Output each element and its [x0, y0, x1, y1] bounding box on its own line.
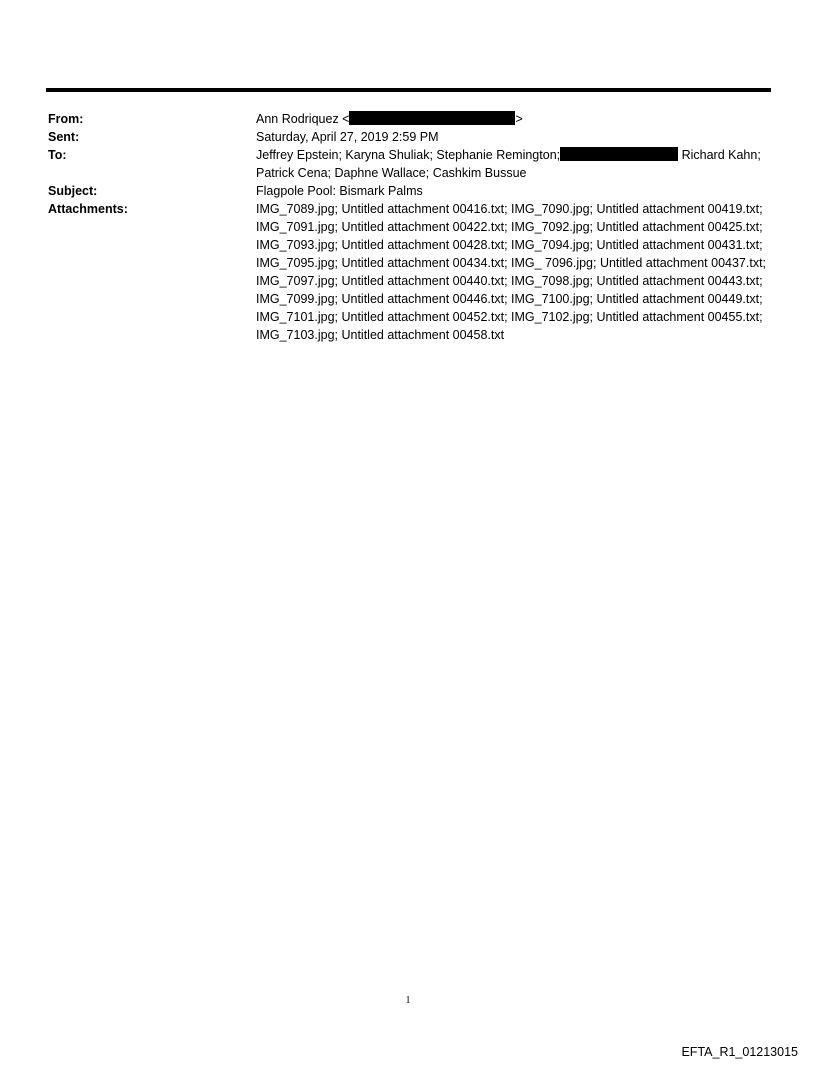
attachments-value: IMG_7089.jpg; Untitled attachment 00416.txt; IMG_7090.jpg; Untitled attachment 00419.txt; IMG_7091.jpg; Untitled attachment 00422.txt; IMG_7092.jpg; Untitled attachment 00425.txt; IMG_7093.jpg; Untitled attachment 00428.txt; IMG_7094.jpg; Untitled attachment 00431.txt; IMG_7095.jpg; Untitled attachment 00434.txt; IMG_ 7096.jpg; Untitled attachment 00437.txt; IMG_7097.jpg; Untitled attachment 00440.txt; IMG_7098.jpg; Untitled attachment 00443.txt; IMG_7099.jpg; Untitled attachment 00446.txt; IMG_7100.jpg; Untitled attachment 00449.txt; IMG_7101.jpg; Untitled attachment 00452.txt; IMG_7102.jpg; Untitled attachment 00455.txt; IMG_7103.jpg; Untitled attachment 00458.txt	[256, 202, 767, 342]
sent-value: Saturday, April 27, 2019 2:59 PM	[256, 130, 439, 144]
redaction-box	[560, 147, 678, 161]
to-recipients-1: Jeffrey Epstein; Karyna Shuliak; Stephanie Remington;	[256, 148, 561, 162]
to-value	[256, 146, 771, 182]
from-value	[256, 110, 771, 128]
attachments-row	[48, 200, 773, 344]
from-name: Ann Rodriquez <	[256, 112, 350, 126]
subject-label: Subject:	[48, 184, 98, 198]
from-row	[48, 110, 773, 128]
page-number: 1	[405, 995, 411, 1006]
email-header	[48, 110, 773, 344]
redaction-box	[349, 111, 515, 125]
from-label: From:	[48, 112, 84, 126]
sent-row	[48, 128, 773, 146]
to-row	[48, 146, 773, 182]
header-rule	[46, 88, 771, 92]
document-id: EFTA_R1_01213015	[681, 1045, 798, 1059]
subject-row	[48, 182, 773, 200]
attachments-label: Attachments:	[48, 202, 128, 216]
to-recipients-2: Richard Kahn; Patrick Cena; Daphne Wallace; Cashkim Bussue	[256, 148, 761, 180]
sent-label: Sent:	[48, 130, 80, 144]
from-end: >	[515, 112, 523, 126]
to-label: To:	[48, 148, 67, 162]
subject-value: Flagpole Pool: Bismark Palms	[256, 184, 423, 198]
